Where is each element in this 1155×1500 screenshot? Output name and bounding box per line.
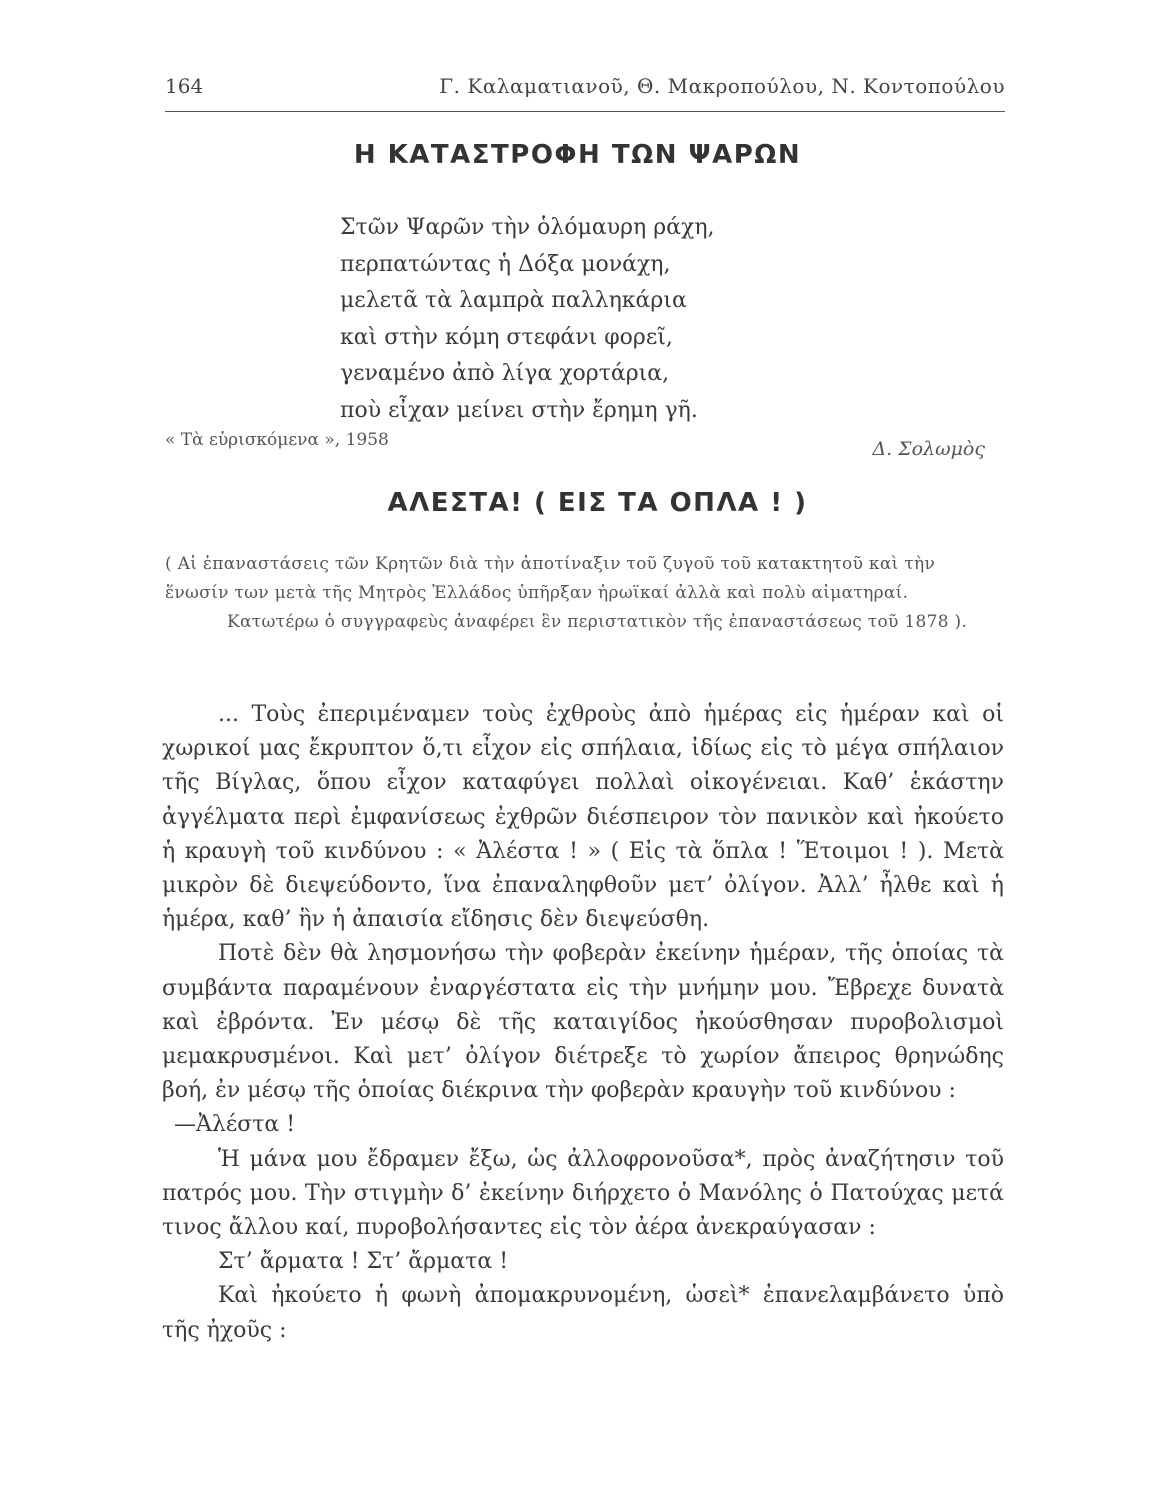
body-paragraph: Στ’ ἄρματα ! Στ’ ἄρματα ! xyxy=(218,1249,509,1275)
body-paragraph: Ἡ μάνα μου ἔδραμεν ἔξω, ὡς ἀλλοφρονοῦσα*, πρὸς ἀναζήτησιν τοῦ πατρός μου. Τὴν στιγμὴν δ’ ἐκείνην διήρχετο ὁ Μανόλης ὁ Πατούχας μετά τινος ἄλλου καί, πυροβολήσαντες εἰς τὸν ἀέρα ἀνεκραύγασαν : xyxy=(162,1146,1004,1241)
poem-line: γεναμένο ἀπὸ λίγα χορτάρια, xyxy=(340,361,670,386)
poem-line: περπατώντας ἡ Δόξα μονάχη, xyxy=(340,251,671,277)
body-paragraph: ... Τοὺς ἐπεριμέναμεν τοὺς ἐχθροὺς ἀπὸ ἡμέρας εἰς ἡμέραν καὶ οἱ χωρικοί μας ἔκρυπτον ὅ,τι εἶχον εἰς σπήλαια, ἰδίως εἰς τὸ μέγα σπήλαιον τῆς Βίγλας, ὅπου εἶχον καταφύγει πολλαὶ οἰκογένειαι. Καθ’ ἑκάστην ἀγγέλματα περὶ ἐμφανίσεως ἐχθρῶν διέσπειρον τὸν πανικὸν καὶ ἠκούετο ἡ κραυγὴ τοῦ κινδύνου : « Ἀλέστα ! » ( Εἰς τὰ ὅπλα ! Ἕτοιμοι ! ). Μετὰ μικρὸν δὲ διεψεύδοντο, ἵνα ἐπαναληφθοῦν μετ’ ὀλίγον. Ἀλλ’ ἦλθε καὶ ἡ ἡμέρα, καθ’ ἣν ἡ ἀπαισία εἴδησις δὲν διεψεύσθη. xyxy=(162,702,1004,933)
running-head xyxy=(165,74,1005,108)
poem-stanza xyxy=(340,210,715,429)
poem-source: « Τὰ εὑρισκόμενα », 1958 xyxy=(165,430,389,450)
running-head-authors: Γ. Καλαματιανοῦ, Θ. Μακροπούλου, Ν. Κοντοπούλου xyxy=(439,74,1005,98)
story-title: ΑΛΕΣΤΑ! ( ΕΙΣ ΤΑ ΟΠΛΑ ! ) xyxy=(387,488,808,518)
body-paragraph: Καὶ ἠκούετο ἡ φωνὴ ἀπομακρυνομένη, ὡσεὶ* ἐπανελαμβάνετο ὑπὸ τῆς ἠχοῦς : xyxy=(162,1283,1004,1343)
body-paragraph: —Ἀλέστα ! xyxy=(174,1112,296,1138)
story-intro xyxy=(165,550,1003,637)
header-rule xyxy=(165,111,1005,112)
body-paragraph: Ποτὲ δὲν θὰ λησμονήσω τὴν φοβερὰν ἐκείνην ἡμέραν, τῆς ὁποίας τὰ συμβάντα παραμένουν ἐναργέστατα εἰς τὴν μνήμην μου. Ἔβρεχε δυνατὰ καὶ ἐβρόντα. Ἐν μέσῳ δὲ τῆς καταιγίδος ἠκούσθησαν πυροβολισμοὶ μεμακρυσμένοι. Καὶ μετ’ ὀλίγον διέτρεξε τὸ χωρίον ἄπειρος θρηνώδης βοή, ἐν μέσῳ τῆς ὁποίας διέκρινα τὴν φοβερὰν κραυγὴν τοῦ κινδύνου : xyxy=(162,941,1004,1104)
poem-author: Δ. Σολωμὸς xyxy=(872,438,985,460)
poem-line: καὶ στὴν κόμη στεφάνι φορεῖ, xyxy=(340,324,673,350)
poem-attribution xyxy=(165,430,985,460)
poem-title: Η ΚΑΤΑΣΤΡΟΦΗ ΤΩΝ ΨΑΡΩΝ xyxy=(353,140,802,170)
poem-line: ποὺ εἶχαν μείνει στὴν ἔρημη γῆ. xyxy=(340,397,698,423)
poem-line: Στῶν Ψαρῶν τὴν ὁλόμαυρη ράχη, xyxy=(340,215,715,240)
story-body xyxy=(162,698,1004,1348)
intro-paragraph: ( Αἱ ἐπαναστάσεις τῶν Κρητῶν διὰ τὴν ἀποτίναξιν τοῦ ζυγοῦ τοῦ κατακτητοῦ καὶ τὴν ἕνωσίν των μετὰ τῆς Μητρὸς Ἑλλάδος ὑπῆρξαν ἡρωϊκαί ἀλλὰ καὶ πολὺ αἱματηραί. xyxy=(165,554,936,603)
page-number: 164 xyxy=(165,74,204,98)
intro-paragraph: Κατωτέρω ὁ συγγραφεὺς ἀναφέρει ἓν περιστατικὸν τῆς ἐπαναστάσεως τοῦ 1878 ). xyxy=(227,612,968,632)
poem-line: μελετᾶ τὰ λαμπρὰ παλληκάρια xyxy=(340,288,687,313)
